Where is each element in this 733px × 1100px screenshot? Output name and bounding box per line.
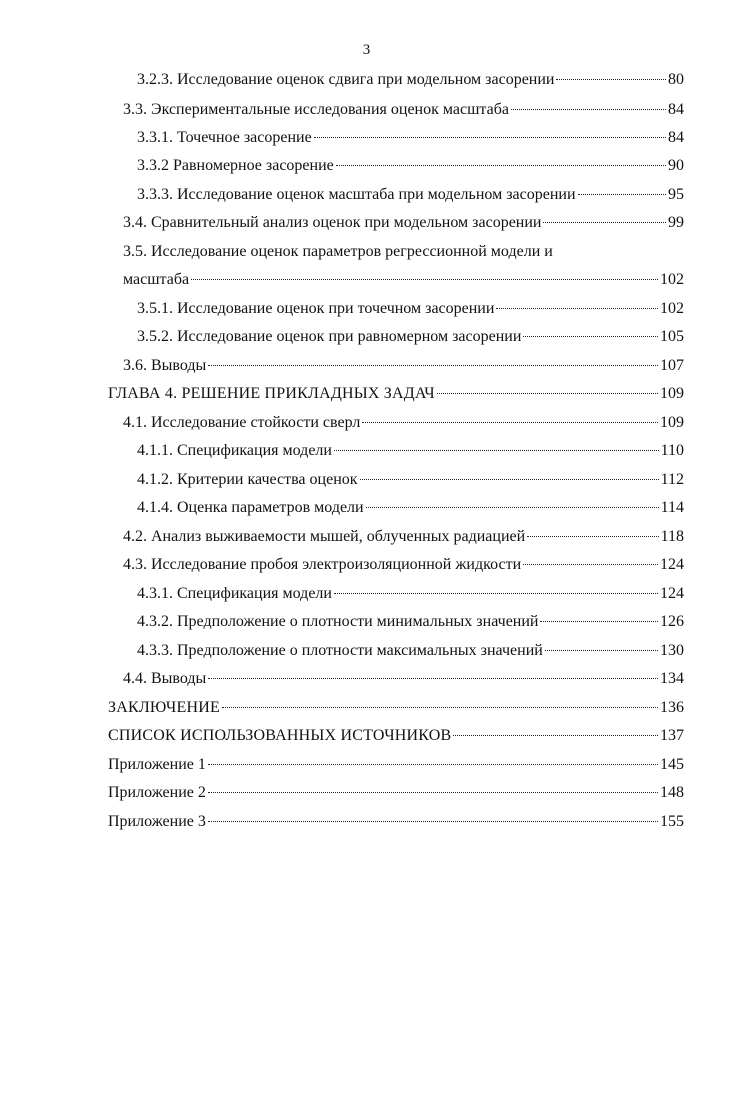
toc-entry xyxy=(123,209,684,237)
toc-entry-page: 95 xyxy=(668,186,684,203)
toc-entry-title: 3.5.2. Исследование оценок при равномерном засорении xyxy=(137,328,522,345)
toc-entry xyxy=(137,295,684,323)
toc-entry-title: 3.3.1. Точечное засорение xyxy=(137,129,312,146)
toc-entry xyxy=(137,152,684,180)
dot-leader xyxy=(545,650,658,651)
toc-entry xyxy=(123,238,684,266)
toc-entry-page: 84 xyxy=(668,101,684,118)
toc-entry-page: 80 xyxy=(668,71,684,88)
toc-entry xyxy=(137,437,684,465)
toc-entry-page: 137 xyxy=(660,727,684,744)
toc-entry-page: 134 xyxy=(660,670,684,687)
dot-leader xyxy=(511,109,666,110)
toc-entry xyxy=(137,608,684,636)
toc-entry-title: ГЛАВА 4. РЕШЕНИЕ ПРИКЛАДНЫХ ЗАДАЧ xyxy=(108,385,435,402)
page-number: 3 xyxy=(362,42,371,58)
toc-entry-title: 3.5.1. Исследование оценок при точечном засорении xyxy=(137,300,495,317)
toc-entry-page: 109 xyxy=(660,385,684,402)
toc-entry-page: 126 xyxy=(660,613,684,630)
toc-entry-page: 136 xyxy=(660,699,684,716)
toc-entry-title: СПИСОК ИСПОЛЬЗОВАННЫХ ИСТОЧНИКОВ xyxy=(108,727,452,744)
dot-leader xyxy=(527,536,658,537)
toc-entry-title: 4.1.2. Критерии качества оценок xyxy=(137,471,358,488)
toc-entry-title: Приложение 1 xyxy=(108,756,206,773)
toc-entry-page: 114 xyxy=(660,499,684,516)
dot-leader xyxy=(366,507,659,508)
toc-entry-page: 130 xyxy=(660,642,684,659)
toc-entry-page: 145 xyxy=(660,756,684,773)
toc-entry xyxy=(137,323,684,351)
toc-entry xyxy=(108,779,684,807)
toc-entry-title: масштаба xyxy=(123,271,190,288)
toc-entry-title: 4.3. Исследование пробоя электроизоляционной жидкости xyxy=(123,556,522,573)
toc-entry-title: 4.1.1. Спецификация модели xyxy=(137,442,332,459)
dot-leader xyxy=(360,479,659,480)
dot-leader xyxy=(578,194,666,195)
dot-leader xyxy=(208,764,658,765)
toc-entry-title: 3.3.2 Равномерное засорение xyxy=(137,157,334,174)
toc-entry-page: 112 xyxy=(660,471,684,488)
toc-entry-page: 110 xyxy=(660,442,684,459)
dot-leader xyxy=(543,222,666,223)
toc-entry xyxy=(108,380,684,408)
toc-entry-title: 4.3.3. Предположение о плотности максимальных значений xyxy=(137,642,543,659)
toc-entry xyxy=(123,96,684,124)
toc-entry-title: 4.4. Выводы xyxy=(123,670,207,687)
toc-entry-title: 3.5. Исследование оценок параметров регрессионной модели и xyxy=(123,243,553,260)
toc-entry-title: 4.1.4. Оценка параметров модели xyxy=(137,499,364,516)
toc-entry xyxy=(137,124,684,152)
toc-entry-page: 124 xyxy=(660,585,684,602)
dot-leader xyxy=(362,422,658,423)
toc-entry-title: 3.4. Сравнительный анализ оценок при модельном засорении xyxy=(123,214,542,231)
dot-leader xyxy=(334,593,658,594)
toc-entry xyxy=(108,694,684,722)
toc-entry-page: 155 xyxy=(660,813,684,830)
toc-entry xyxy=(108,808,684,836)
toc-entry xyxy=(137,66,684,94)
dot-leader xyxy=(208,365,658,366)
toc-entry xyxy=(137,181,684,209)
toc-entry-page: 124 xyxy=(660,556,684,573)
toc-entry-title: 4.3.1. Спецификация модели xyxy=(137,585,332,602)
toc-entry-title: 3.2.3. Исследование оценок сдвига при модельном засорении xyxy=(137,71,555,88)
toc-entry xyxy=(137,637,684,665)
toc-entry-title: 4.2. Анализ выживаемости мышей, облученных радиацией xyxy=(123,528,526,545)
dot-leader xyxy=(208,792,658,793)
toc-entry-page: 118 xyxy=(660,528,684,545)
toc-entry-page: 107 xyxy=(660,357,684,374)
toc-entry-title: Приложение 2 xyxy=(108,784,206,801)
dot-leader xyxy=(208,678,658,679)
toc-entry-page: 105 xyxy=(660,328,684,345)
toc-entry-title: 3.3. Экспериментальные исследования оценок масштаба xyxy=(123,101,509,118)
dot-leader xyxy=(191,279,658,280)
dot-leader xyxy=(523,564,658,565)
toc-entry-page: 102 xyxy=(660,271,684,288)
toc-entry-page: 109 xyxy=(660,414,684,431)
dot-leader xyxy=(314,137,666,138)
toc-entry xyxy=(137,466,684,494)
toc-entry xyxy=(123,551,684,579)
dot-leader xyxy=(453,735,658,736)
dot-leader xyxy=(523,336,658,337)
dot-leader xyxy=(334,450,659,451)
toc-entry-title: 3.3.3. Исследование оценок масштаба при модельном засорении xyxy=(137,186,576,203)
toc-entry xyxy=(123,266,684,294)
toc-entry-page: 102 xyxy=(660,300,684,317)
dot-leader xyxy=(208,821,658,822)
toc-entry-title: ЗАКЛЮЧЕНИЕ xyxy=(108,699,220,716)
toc-entry-page: 99 xyxy=(668,214,684,231)
toc-entry xyxy=(108,722,684,750)
toc-entry-page: 148 xyxy=(660,784,684,801)
toc-entry-page: 90 xyxy=(668,157,684,174)
dot-leader xyxy=(540,621,658,622)
dot-leader xyxy=(496,308,658,309)
toc-entry-title: 3.6. Выводы xyxy=(123,357,207,374)
dot-leader xyxy=(437,393,658,394)
toc-entry xyxy=(123,409,684,437)
toc-entry-title: Приложение 3 xyxy=(108,813,206,830)
dot-leader xyxy=(222,707,658,708)
toc-entry-title: 4.3.2. Предположение о плотности минимальных значений xyxy=(137,613,539,630)
toc-entry xyxy=(137,494,684,522)
toc-entry-title: 4.1. Исследование стойкости сверл xyxy=(123,414,361,431)
toc-entry xyxy=(123,352,684,380)
toc-entry xyxy=(108,751,684,779)
dot-leader xyxy=(556,79,666,80)
toc-entry-page: 84 xyxy=(668,129,684,146)
dot-leader xyxy=(336,165,666,166)
toc-entry xyxy=(123,523,684,551)
toc-entry xyxy=(123,665,684,693)
toc-entry xyxy=(137,580,684,608)
